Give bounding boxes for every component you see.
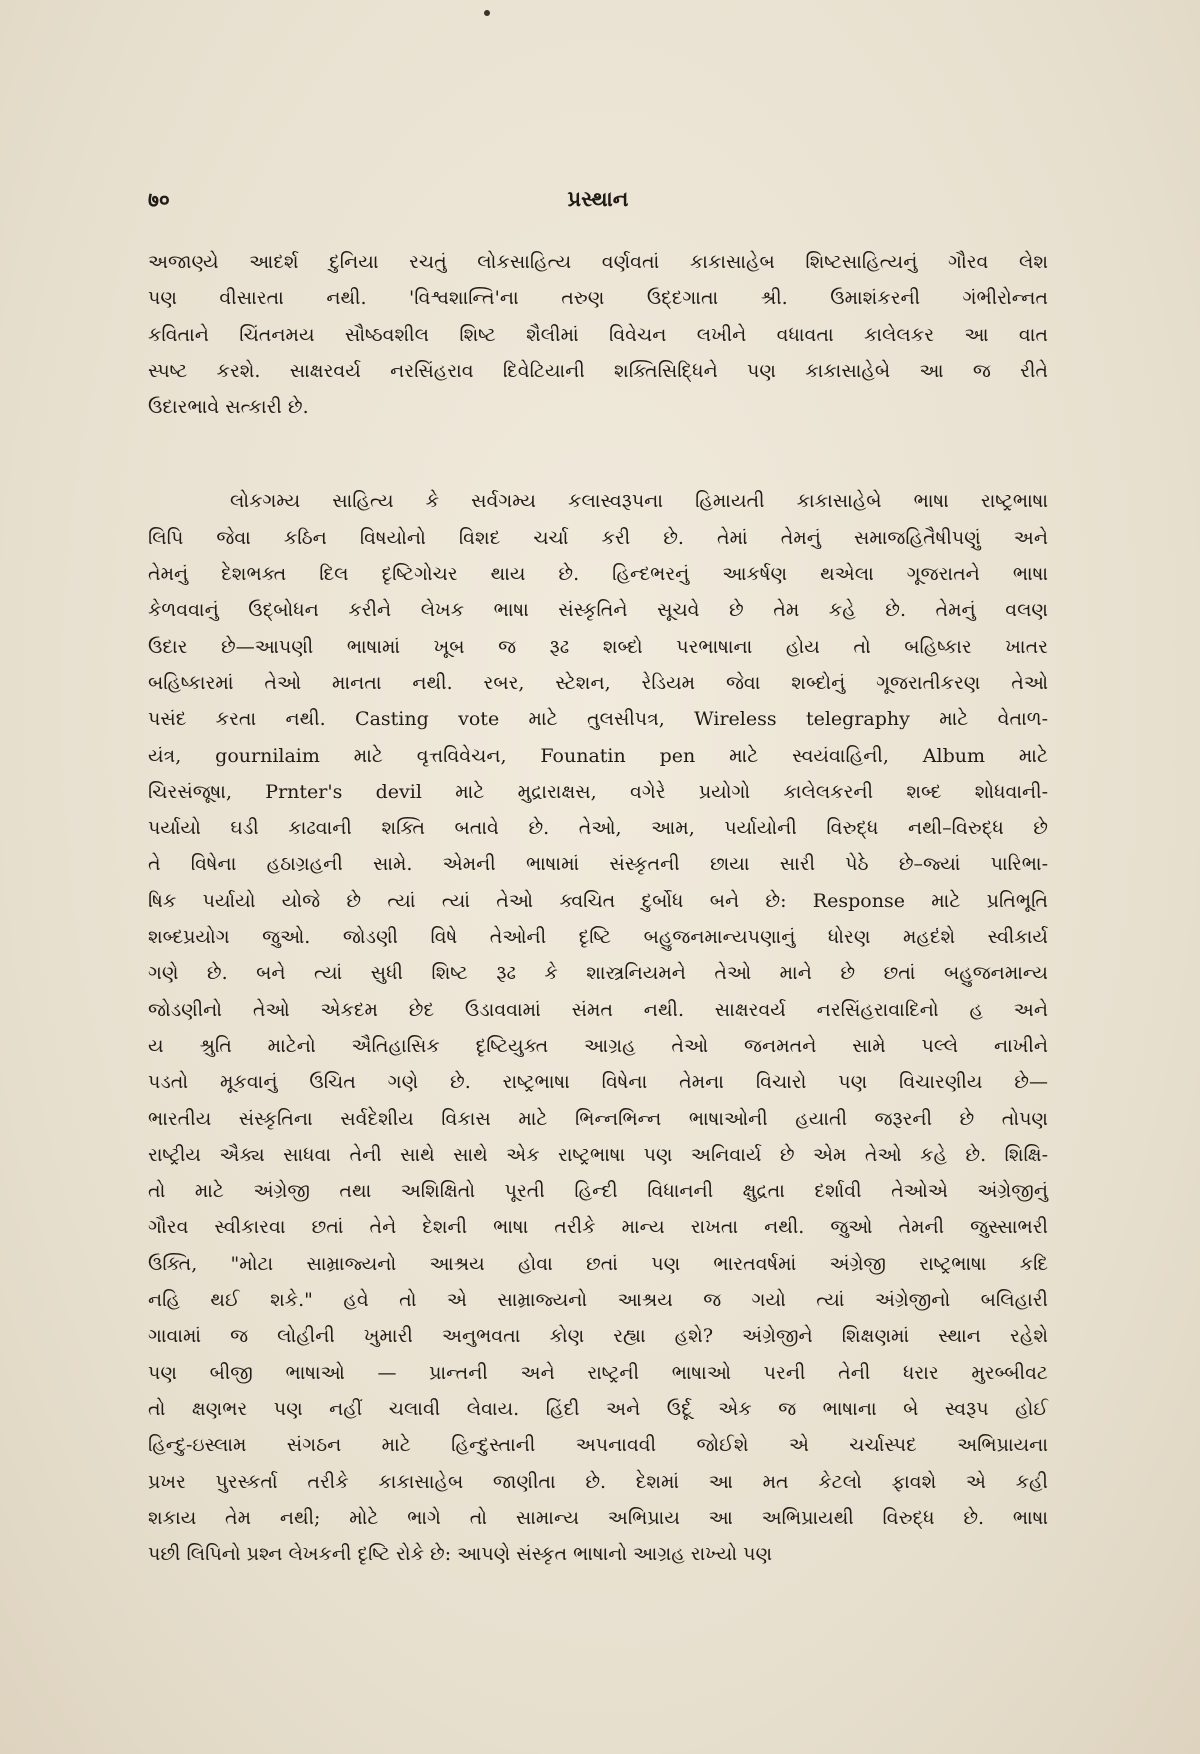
- page-header: [148, 186, 1048, 220]
- text-line: પણ બીજી ભાષાઓ — પ્રાન્તની અને રાષ્ટ્રની ભાષાઓ પરની તેની ધરાર મુરબ્બીવટ: [148, 1361, 1048, 1384]
- text-line: ભારતીય સંસ્કૃતિના સર્વદેશીય વિકાસ માટે ભિન્નભિન્ન ભાષાઓની હયાતી જરૂરની છે તોપણ: [148, 1107, 1048, 1130]
- text-line: સ્પષ્ટ કરશે. સાક્ષરવર્ય નરસિંહરાવ દિવેટિયાની શક્તિસિદ્ધિને પણ કાકાસાહેબે આ જ રીતે: [148, 359, 1048, 382]
- text-line: પસંદ કરતા નથી. Casting vote માટે તુલસીપત્ર, Wireless telegraphy માટે વેતાળ-: [148, 708, 1048, 731]
- paragraph-2: [148, 483, 1048, 1572]
- text-line: ગૌરવ સ્વીકારવા છતાં તેને દેશની ભાષા તરીકે માન્ય રાખતા નથી. જુઓ તેમની જુસ્સાભરી: [148, 1216, 1048, 1239]
- text-line: બહિષ્કારમાં તેઓ માનતા નથી. રબર, સ્ટેશન, રેડિયમ જેવા શબ્દોનું ગૂજરાતીકરણ તેઓ: [148, 671, 1048, 694]
- text-line: રાષ્ટ્રીય ઐક્ય સાધવા તેની સાથે સાથે એક રાષ્ટ્રભાષા પણ અનિવાર્ય છે એમ તેઓ કહે છે. શિક્ષિ-: [148, 1143, 1048, 1166]
- text-line: ગણે છે. બને ત્યાં સુધી શિષ્ટ રૂઢ કે શાસ્ત્રનિયમને તેઓ માને છે છતાં બહુજનમાન્ય: [148, 962, 1048, 985]
- text-line: શબ્દપ્રયોગ જુઓ. જોડણી વિષે તેઓની દૃષ્ટિ બહુજનમાન્યપણાનું ધોરણ મહદંશે સ્વીકાર્ય: [148, 926, 1048, 949]
- page-number: ७०: [148, 187, 170, 212]
- text-line: પડતો મૂકવાનું ઉચિત ગણે છે. રાષ્ટ્રભાષા વિષેના તેમના વિચારો પણ વિચારણીય છે—: [148, 1071, 1048, 1094]
- text-line: કવિતાને ચિંતનમય સૌષ્ઠવશીલ શિષ્ટ શૈલીમાં વિવેચન લખીને વધાવતા કાલેલકર આ વાત: [148, 323, 1048, 346]
- text-line: શકાય તેમ નથી; મોટે ભાગે તો સામાન્ય અભિપ્રાય આ અભિપ્રાયથી વિરુદ્ધ છે. ભાષા: [148, 1506, 1048, 1529]
- text-line: પણ વીસારતા નથી. 'વિશ્વશાન્તિ'ના તરુણ ઉદ્દગાતા શ્રી. ઉમાશંકરની ગંભીરોન્નત: [148, 287, 1048, 310]
- text-line: પ્રખર પુરસ્કર્તા તરીકે કાકાસાહેબ જાણીતા છે. દેશમાં આ મત કેટલો ફાવશે એ કહી: [148, 1470, 1048, 1493]
- text-line: લિપિ જેવા કઠિન વિષયોનો વિશદ ચર્ચા કરી છે. તેમાં તેમનું સમાજહિતૈષીપણું અને: [148, 526, 1048, 549]
- text-line: ઉદારભાવે સત્કારી છે.: [148, 396, 309, 419]
- text-line: નહિ થઈ શકે." હવે તો એ સામ્રાજ્યનો આશ્રય જ ગયો ત્યાં અંગ્રેજીનો બલિહારી: [148, 1289, 1048, 1312]
- text-line: ઉદાર છે—આપણી ભાષામાં ખૂબ જ રૂઢ શબ્દો પરભાષાના હોય તો બહિષ્કાર ખાતર: [148, 635, 1048, 658]
- text-line: ગાવામાં જ લોહીની ખુમારી અનુભવતા કોણ રહ્યા હશે? અંગ્રેજીને શિક્ષણમાં સ્થાન રહેશે: [148, 1325, 1048, 1348]
- paragraph-1: [148, 244, 1048, 425]
- text-line: લોકગમ્ય સાહિત્ય કે સર્વગમ્ય કલાસ્વરૂપના હિમાયતી કાકાસાહેબે ભાષા રાષ્ટ્રભાષા: [230, 490, 1048, 513]
- text-line: તે વિષેના હઠાગ્રહની સામે. એમની ભાષામાં સંસ્કૃતની છાયા સારી પેઠે છે–જ્યાં પારિભા-: [148, 853, 1048, 876]
- text-line: તો માટે અંગ્રેજી તથા અશિક્ષિતો પૂરતી હિન્દી વિધાનની ક્ષુદ્રતા દર્શાવી તેઓએ અંગ્રેજીનું: [148, 1180, 1048, 1203]
- text-line: જોડણીનો તેઓ એકદમ છેદ ઉડાવવામાં સંમત નથી. સાક્ષરવર્ય નરસિંહરાવાદિનો હ અને: [148, 998, 1048, 1021]
- text-line: તેમનું દેશભક્ત દિલ દૃષ્ટિગોચર થાય છે. હિન્દભરનું આકર્ષણ થએલા ગૂજરાતને ભાષા: [148, 563, 1048, 586]
- text-line: ઉક્તિ, "મોટા સામ્રાજ્યનો આશ્રય હોવા છતાં પણ ભારતવર્ષમાં અંગ્રેજી રાષ્ટ્રભાષા કદિ: [148, 1252, 1048, 1275]
- text-line: હિન્દુ-ઇસ્લામ સંગઠન માટે હિન્દુસ્તાની અપનાવવી જોઈશે એ ચર્ચાસ્પદ અભિપ્રાયના: [148, 1434, 1048, 1457]
- running-title: પ્રસ્થાન: [567, 186, 629, 211]
- text-line: ચિરસંજૂષા, Prnter's devil માટે મુદ્રારાક્ષસ, વગેરે પ્રયોગો કાલેલકરની શબ્દ શોધવાની-: [148, 780, 1048, 803]
- text-line: પછી લિપિનો પ્રશ્ન લેખકની દૃષ્ટિ રોકે છે: આપણે સંસ્કૃત ભાષાનો આગ્રહ રાખ્યો પણ: [148, 1543, 773, 1566]
- text-line: તો ક્ષણભર પણ નહીં ચલાવી લેવાય. હિંદી અને ઉર્દૂ એક જ ભાષાના બે સ્વરૂપ હોઈ: [148, 1397, 1048, 1420]
- text-line: ષિક પર્યાયો યોજે છે ત્યાં ત્યાં તેઓ ક્વચિત દુર્બોધ બને છે: Response માટે પ્રતિભૂતિ: [148, 889, 1048, 912]
- text-line: યંત્ર, gournilaim માટે વૃત્તવિવેચન, Founatin pen માટે સ્વયંવાહિની, Album માટે: [148, 744, 1048, 767]
- text-line: પર્યાયો ઘડી કાઢવાની શક્તિ બતાવે છે. તેઓ, આમ, પર્યાયોની વિરુદ્ધ નથી–વિરુદ્ધ છે: [148, 817, 1048, 840]
- ink-dot: [484, 10, 490, 16]
- text-line: ય શ્રુતિ માટેનો ઐતિહાસિક દૃષ્ટિયુક્ત આગ્રહ તેઓ જનમતને સામે પલ્લે નાખીને: [148, 1034, 1048, 1057]
- page-body: [148, 244, 1048, 1572]
- text-line: અજાણ્યે આદર્શ દુનિયા રચતું લોકસાહિત્ય વર્ણવતાં કાકાસાહેબ શિષ્ટસાહિત્યનું ગૌરવ લેશ: [148, 251, 1048, 273]
- text-line: કેળવવાનું ઉદ્‌બોધન કરીને લેખક ભાષા સંસ્કૃતિને સૂચવે છે તેમ કહે છે. તેમનું વલણ: [148, 599, 1048, 622]
